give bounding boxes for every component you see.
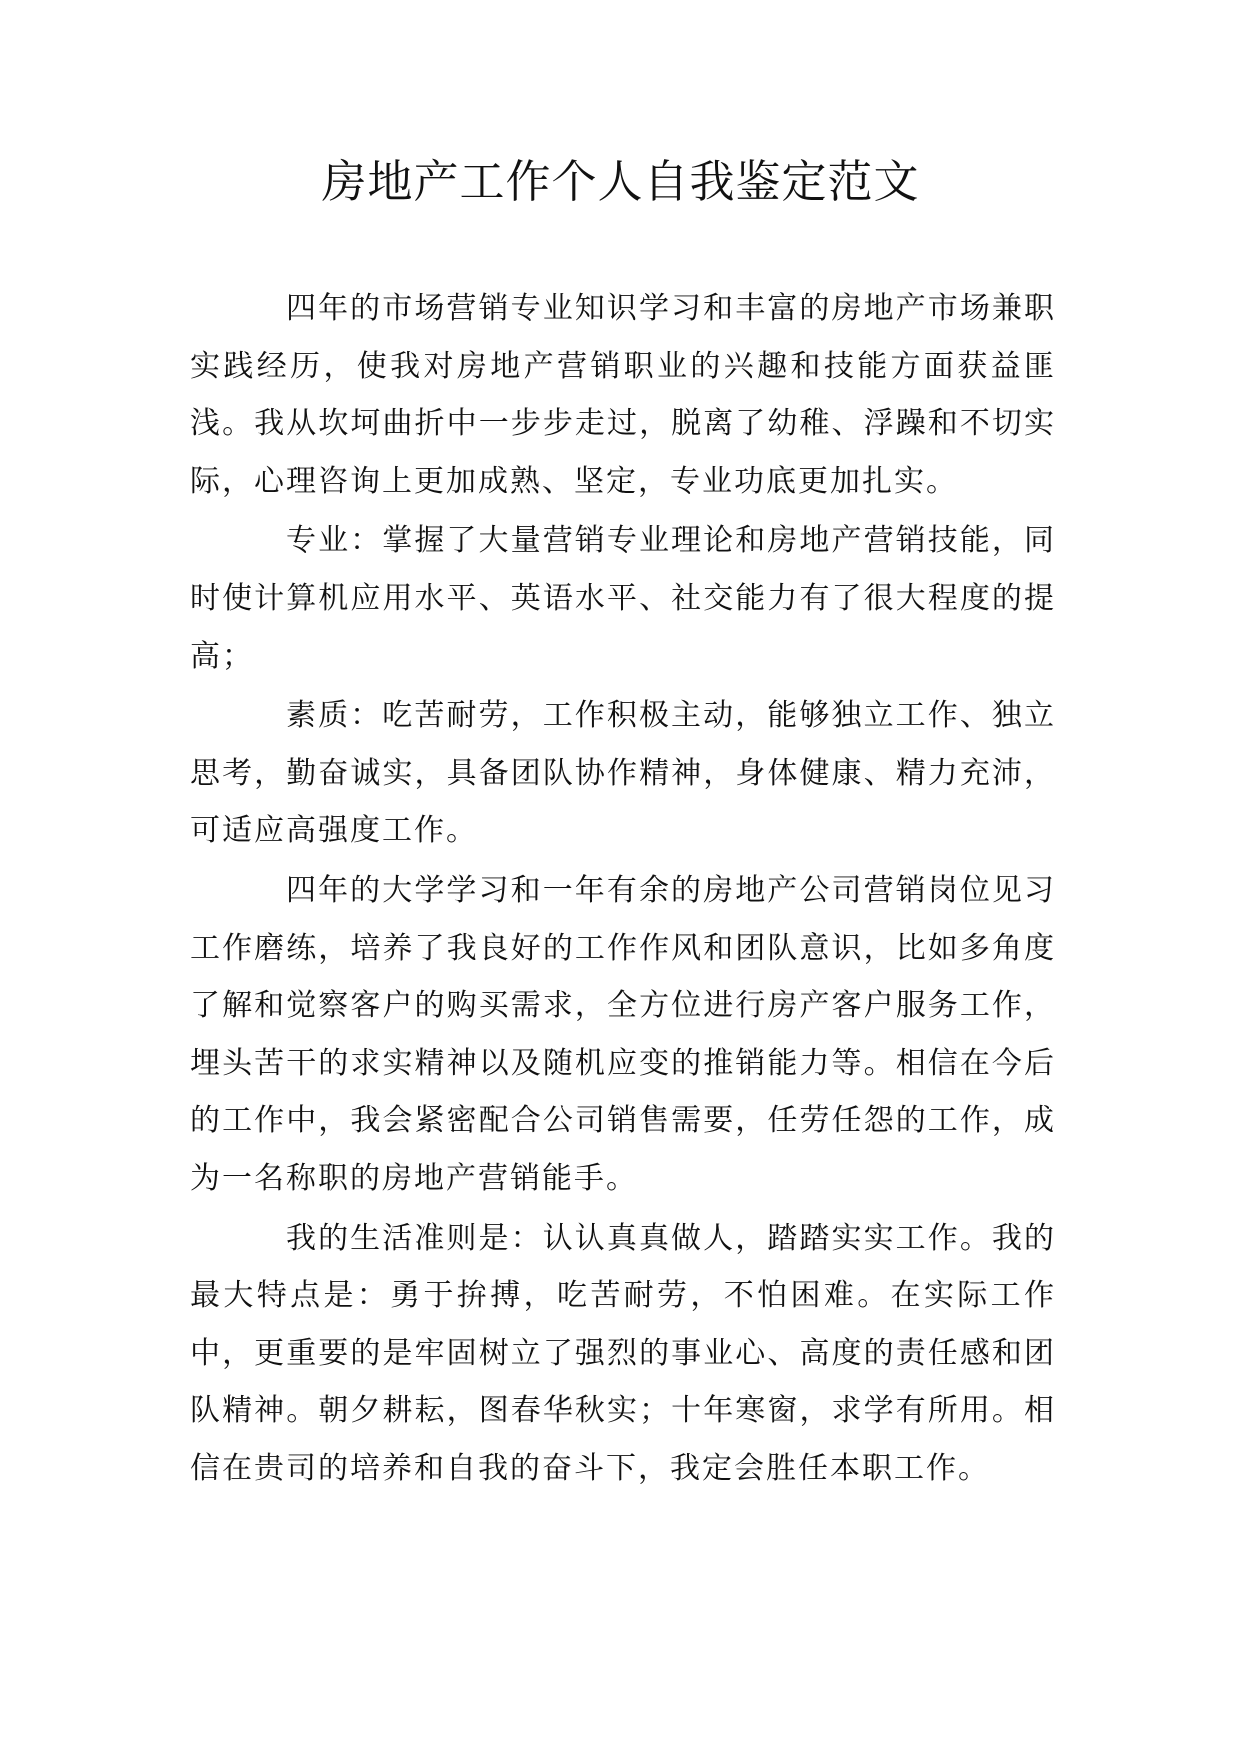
paragraph-principles: 我的生活准则是：认认真真做人，踏踏实实工作。我的最大特点是：勇于拚搏，吃苦耐劳，不怕困难。在实际工作中，更重要的是牢固树立了强烈的事业心、高度的责任感和团队精神。朝夕耕耘，图春华秋实；十年寒窗，求学有所用。相信在贵司的培养和自我的奋斗下，我定会胜任本职工作。: [190, 1220, 1056, 1486]
paragraph-intro: 四年的市场营销专业知识学习和丰富的房地产市场兼职实践经历，使我对房地产营销职业的兴趣和技能方面获益匪浅。我从坎坷曲折中一步步走过，脱离了幼稚、浮躁和不切实际，心理咨询上更加成熟、坚定，专业功底更加扎实。: [190, 291, 1056, 499]
paragraph-quality: 素质：吃苦耐劳，工作积极主动，能够独立工作、独立思考，勤奋诚实，具备团队协作精神，身体健康、精力充沛，可适应高强度工作。: [190, 698, 1056, 849]
document-title: 房地产工作个人自我鉴定范文: [321, 155, 920, 208]
document-body: [190, 280, 1056, 1499]
paragraph-professional: 专业：掌握了大量营销专业理论和房地产营销技能，同时使计算机应用水平、英语水平、社交能力有了很大程度的提高；: [190, 523, 1056, 674]
paragraph-experience: 四年的大学学习和一年有余的房地产公司营销岗位见习工作磨练，培养了我良好的工作作风和团队意识，比如多角度了解和觉察客户的购买需求，全方位进行房产客户服务工作，埋头苦干的求实精神以及随机应变的推销能力等。相信在今后的工作中，我会紧密配合公司销售需要，任劳任怨的工作，成为一名称职的房地产营销能手。: [190, 872, 1056, 1196]
